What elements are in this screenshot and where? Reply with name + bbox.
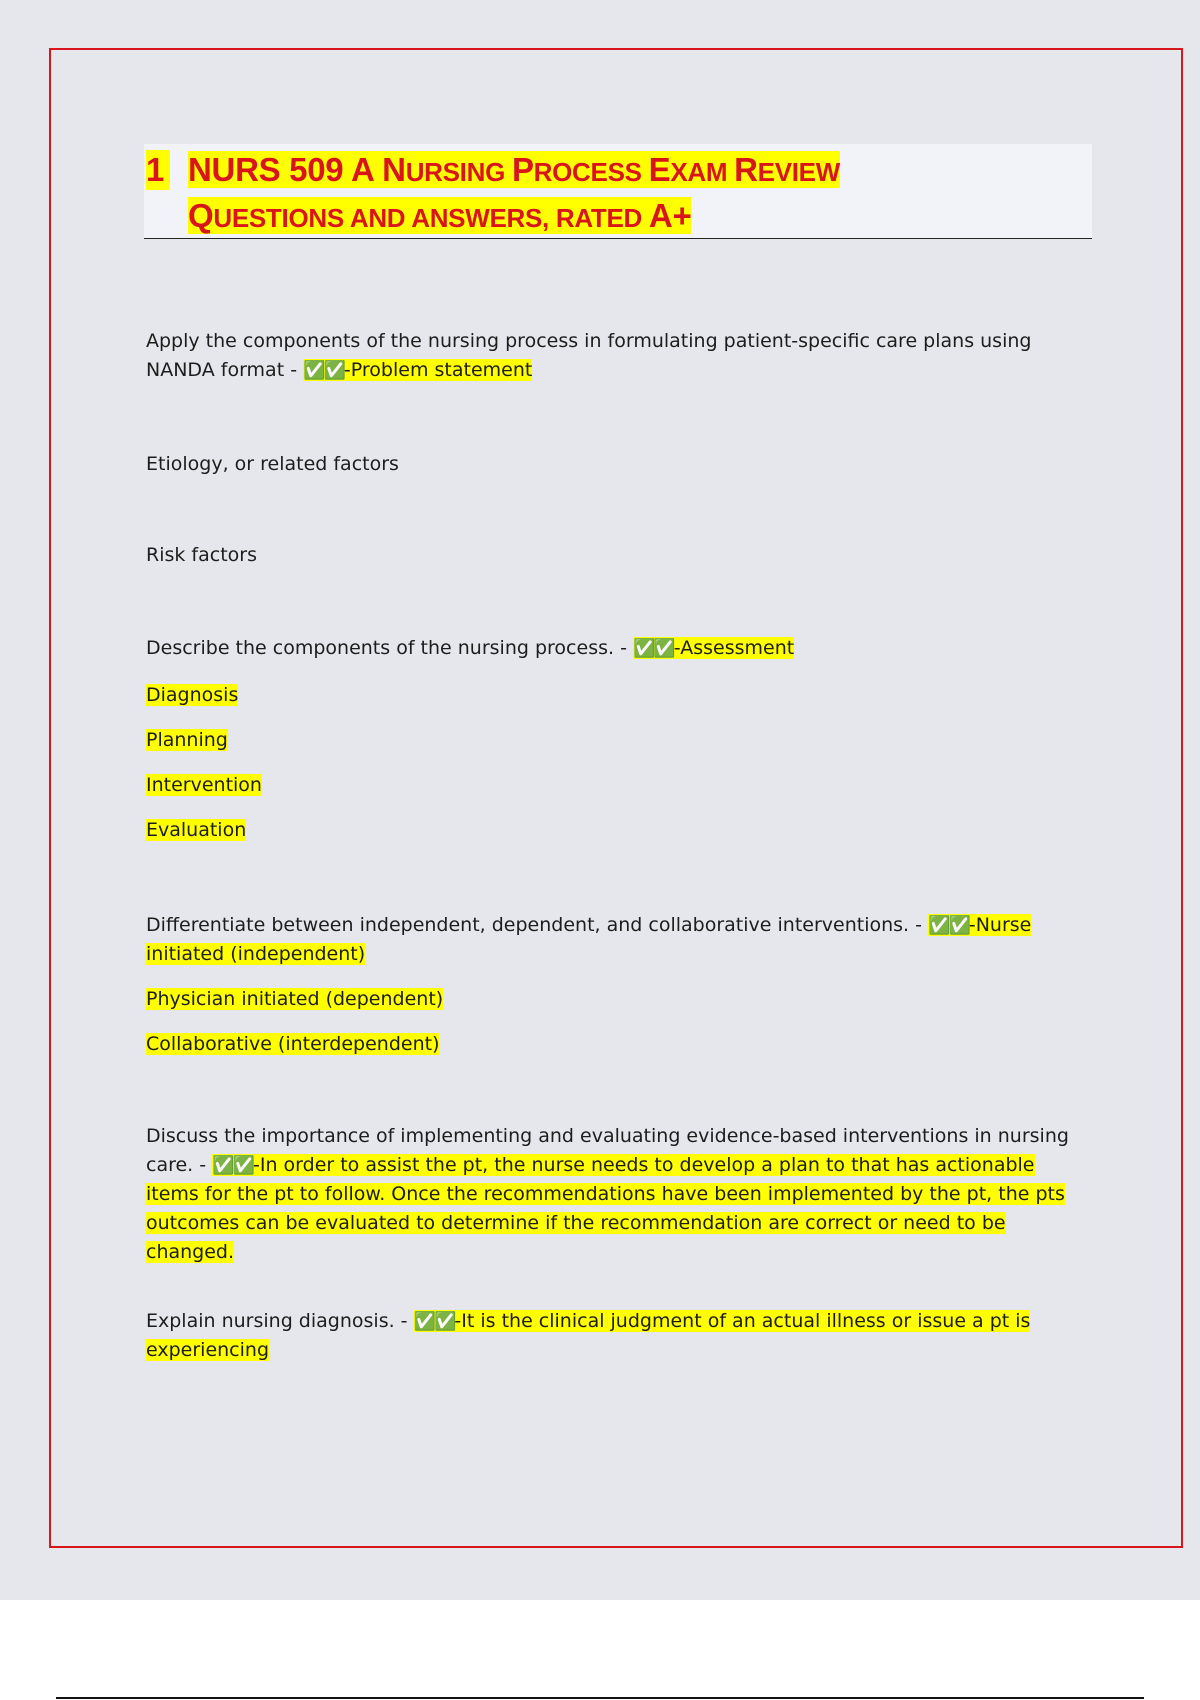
title-part: Q — [188, 197, 214, 234]
answer-text: Diagnosis — [146, 684, 239, 706]
question-2 — [146, 634, 1086, 663]
title-line-1 — [188, 150, 840, 192]
page-divider — [56, 1697, 1144, 1699]
list-item — [146, 816, 1086, 845]
answer-text: Physician initiated (dependent) — [146, 988, 444, 1010]
title-part: URSING — [405, 157, 512, 187]
question-text: Explain nursing diagnosis. - — [146, 1310, 414, 1332]
question-text: Differentiate between independent, dependent, and collaborative interventions. - — [146, 914, 929, 936]
question-text: Describe the components of the nursing process. - — [146, 637, 633, 659]
answer-highlight — [146, 1154, 1065, 1263]
check-icon: ✅✅ — [928, 915, 969, 936]
answer-text: Collaborative (interdependent) — [146, 1033, 440, 1055]
title-line-2 — [188, 196, 691, 238]
answer-highlight — [303, 359, 532, 381]
check-icon: ✅✅ — [212, 1155, 253, 1176]
list-item — [146, 771, 1086, 800]
answer-text: -It is the clinical judgment of an actual illness or issue a pt is experiencing — [146, 1310, 1031, 1361]
title-part: XAM — [670, 157, 735, 187]
title-part: UESTIONS AND ANSWERS, RATED — [213, 203, 649, 233]
list-item — [146, 726, 1086, 755]
document-title — [144, 144, 1092, 239]
title-part: ROCESS — [533, 157, 649, 187]
question-3 — [146, 911, 1086, 969]
question-5 — [146, 1307, 1086, 1365]
title-part: R — [734, 151, 758, 188]
list-item: Etiology, or related factors — [146, 453, 399, 475]
title-part: E — [648, 151, 671, 188]
check-icon: ✅✅ — [413, 1311, 455, 1332]
answer-text: Evaluation — [146, 819, 247, 841]
answer-text: Planning — [146, 729, 228, 751]
question-1 — [146, 327, 1086, 385]
list-item — [146, 985, 1086, 1014]
answer-text: -Nurse initiated (independent) — [146, 914, 1032, 965]
check-icon: ✅✅ — [303, 360, 344, 381]
answer-text: Intervention — [146, 774, 262, 796]
answer-text: -Assessment — [673, 637, 795, 659]
question-text: Discuss the importance of implementing and evaluating evidence-based interventions in nursing care. - — [146, 1125, 1069, 1176]
check-icon: ✅✅ — [632, 638, 674, 659]
answer-highlight — [633, 637, 794, 659]
question-text: Apply the components of the nursing process in formulating patient-specific care plans using NANDA format - — [146, 330, 1032, 381]
list-item: Risk factors — [146, 544, 257, 566]
list-item — [146, 1030, 1086, 1059]
title-part: NURS 509 A N — [188, 151, 406, 188]
title-part: P — [511, 151, 534, 188]
question-4 — [146, 1122, 1086, 1267]
answer-text: -In order to assist the pt, the nurse needs to develop a plan to that has actionable items for the pt to follow. Once the recommendations have been implemented by the pt, the pts outcomes can be evaluated to determine if the recommendation are correct or need to be changed. — [146, 1154, 1065, 1263]
list-item — [146, 681, 1086, 710]
title-part: EVIEW — [757, 157, 840, 187]
title-part: A+ — [648, 197, 692, 234]
heading-number: 1 — [146, 150, 170, 190]
answer-text: -Problem statement — [343, 359, 533, 381]
